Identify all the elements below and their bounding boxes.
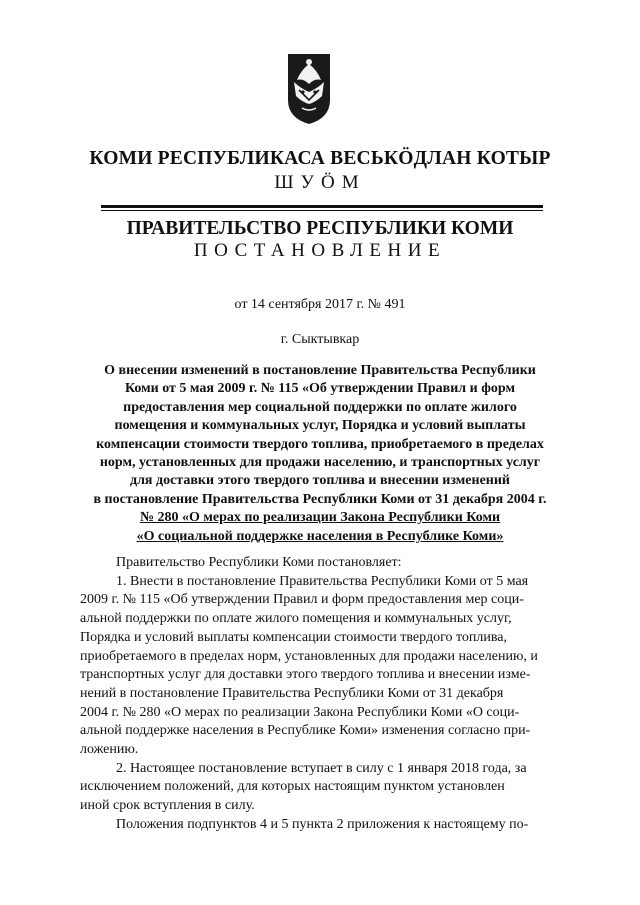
body-line: приобретаемого в пределах норм, установленных для продажи населению, и [80, 648, 538, 664]
komi-coat-of-arms-emblem [286, 52, 332, 126]
body-intro: Правительство Республики Коми постановляет: [116, 555, 402, 570]
resolution-title [70, 362, 570, 546]
authority-title: ПРАВИТЕЛЬСТВО РЕСПУБЛИКИ КОМИ [126, 218, 514, 239]
title-line: норм, установленных для продажи населению, и транспортных услуг [99, 455, 541, 471]
document-date-number: от 14 сентября 2017 г. № 491 [234, 297, 406, 312]
document-city: г. Сыктывкар [280, 332, 360, 347]
body-line: Положения подпунктов 4 и 5 пункта 2 приложения к настоящему по- [116, 816, 529, 832]
body-line: 2. Настоящее постановление вступает в силу с 1 января 2018 года, за [116, 760, 527, 776]
body-line: исключением положений, для которых настоящим пунктом установлен [80, 779, 505, 795]
komi-language-document-type: ШУӦМ [274, 172, 366, 193]
title-line: предоставления мер социальной поддержки по оплате жилого [123, 399, 517, 415]
title-line: компенсации стоимости твердого топлива, приобретаемого в пределах [96, 436, 544, 452]
body-line: нений в постановление Правительства Республики Коми от 31 декабря [80, 685, 504, 701]
body-line: альной поддержки по оплате жилого помещения и коммунальных услуг, [80, 611, 512, 627]
document-type: ПОСТАНОВЛЕНИЕ [193, 240, 447, 261]
body-line: Порядка и условий выплаты компенсации стоимости твердого топлива, [80, 629, 507, 645]
body-line: 2009 г. № 115 «Об утверждении Правил и форм предоставления мер соци- [80, 592, 524, 608]
paragraph-1 [80, 573, 580, 760]
title-line: помещения и коммунальных услуг, Порядка и условий выплаты [114, 418, 526, 434]
header-divider-thin [101, 210, 543, 211]
body-line: 1. Внести в постановление Правительства Республики Коми от 5 мая [116, 573, 529, 589]
title-line: «О социальной поддержке населения в Республике Коми» [136, 528, 504, 544]
title-line: в постановление Правительства Республики Коми от 31 декабря 2004 г. [93, 491, 547, 507]
title-line: О внесении изменений в постановление Правительства Республики [104, 363, 536, 378]
paragraph-3 [80, 816, 580, 835]
header-divider-thick [101, 205, 543, 208]
body-line: иной срок вступления в силу. [80, 798, 255, 814]
resolution-body [80, 554, 580, 835]
komi-language-authority-title: КОМИ РЕСПУБЛИКАСА ВЕСЬКӦДЛАН КОТЫР [89, 148, 551, 169]
body-line: ложению. [80, 742, 139, 758]
title-line: № 280 «О мерах по реализации Закона Республики Коми [139, 510, 501, 526]
body-line: транспортных услуг для доставки этого твердого топлива и внесении изме- [80, 667, 531, 683]
title-line: для доставки этого твердого топлива и внесении изменений [130, 473, 510, 489]
body-line: альной поддержке населения в Республике Коми» изменения согласно при- [80, 723, 531, 739]
paragraph-2 [80, 760, 580, 816]
title-line: Коми от 5 мая 2009 г. № 115 «Об утверждении Правил и форм [124, 381, 516, 397]
body-line: 2004 г. № 280 «О мерах по реализации Закона Республики Коми «О соци- [80, 704, 520, 720]
